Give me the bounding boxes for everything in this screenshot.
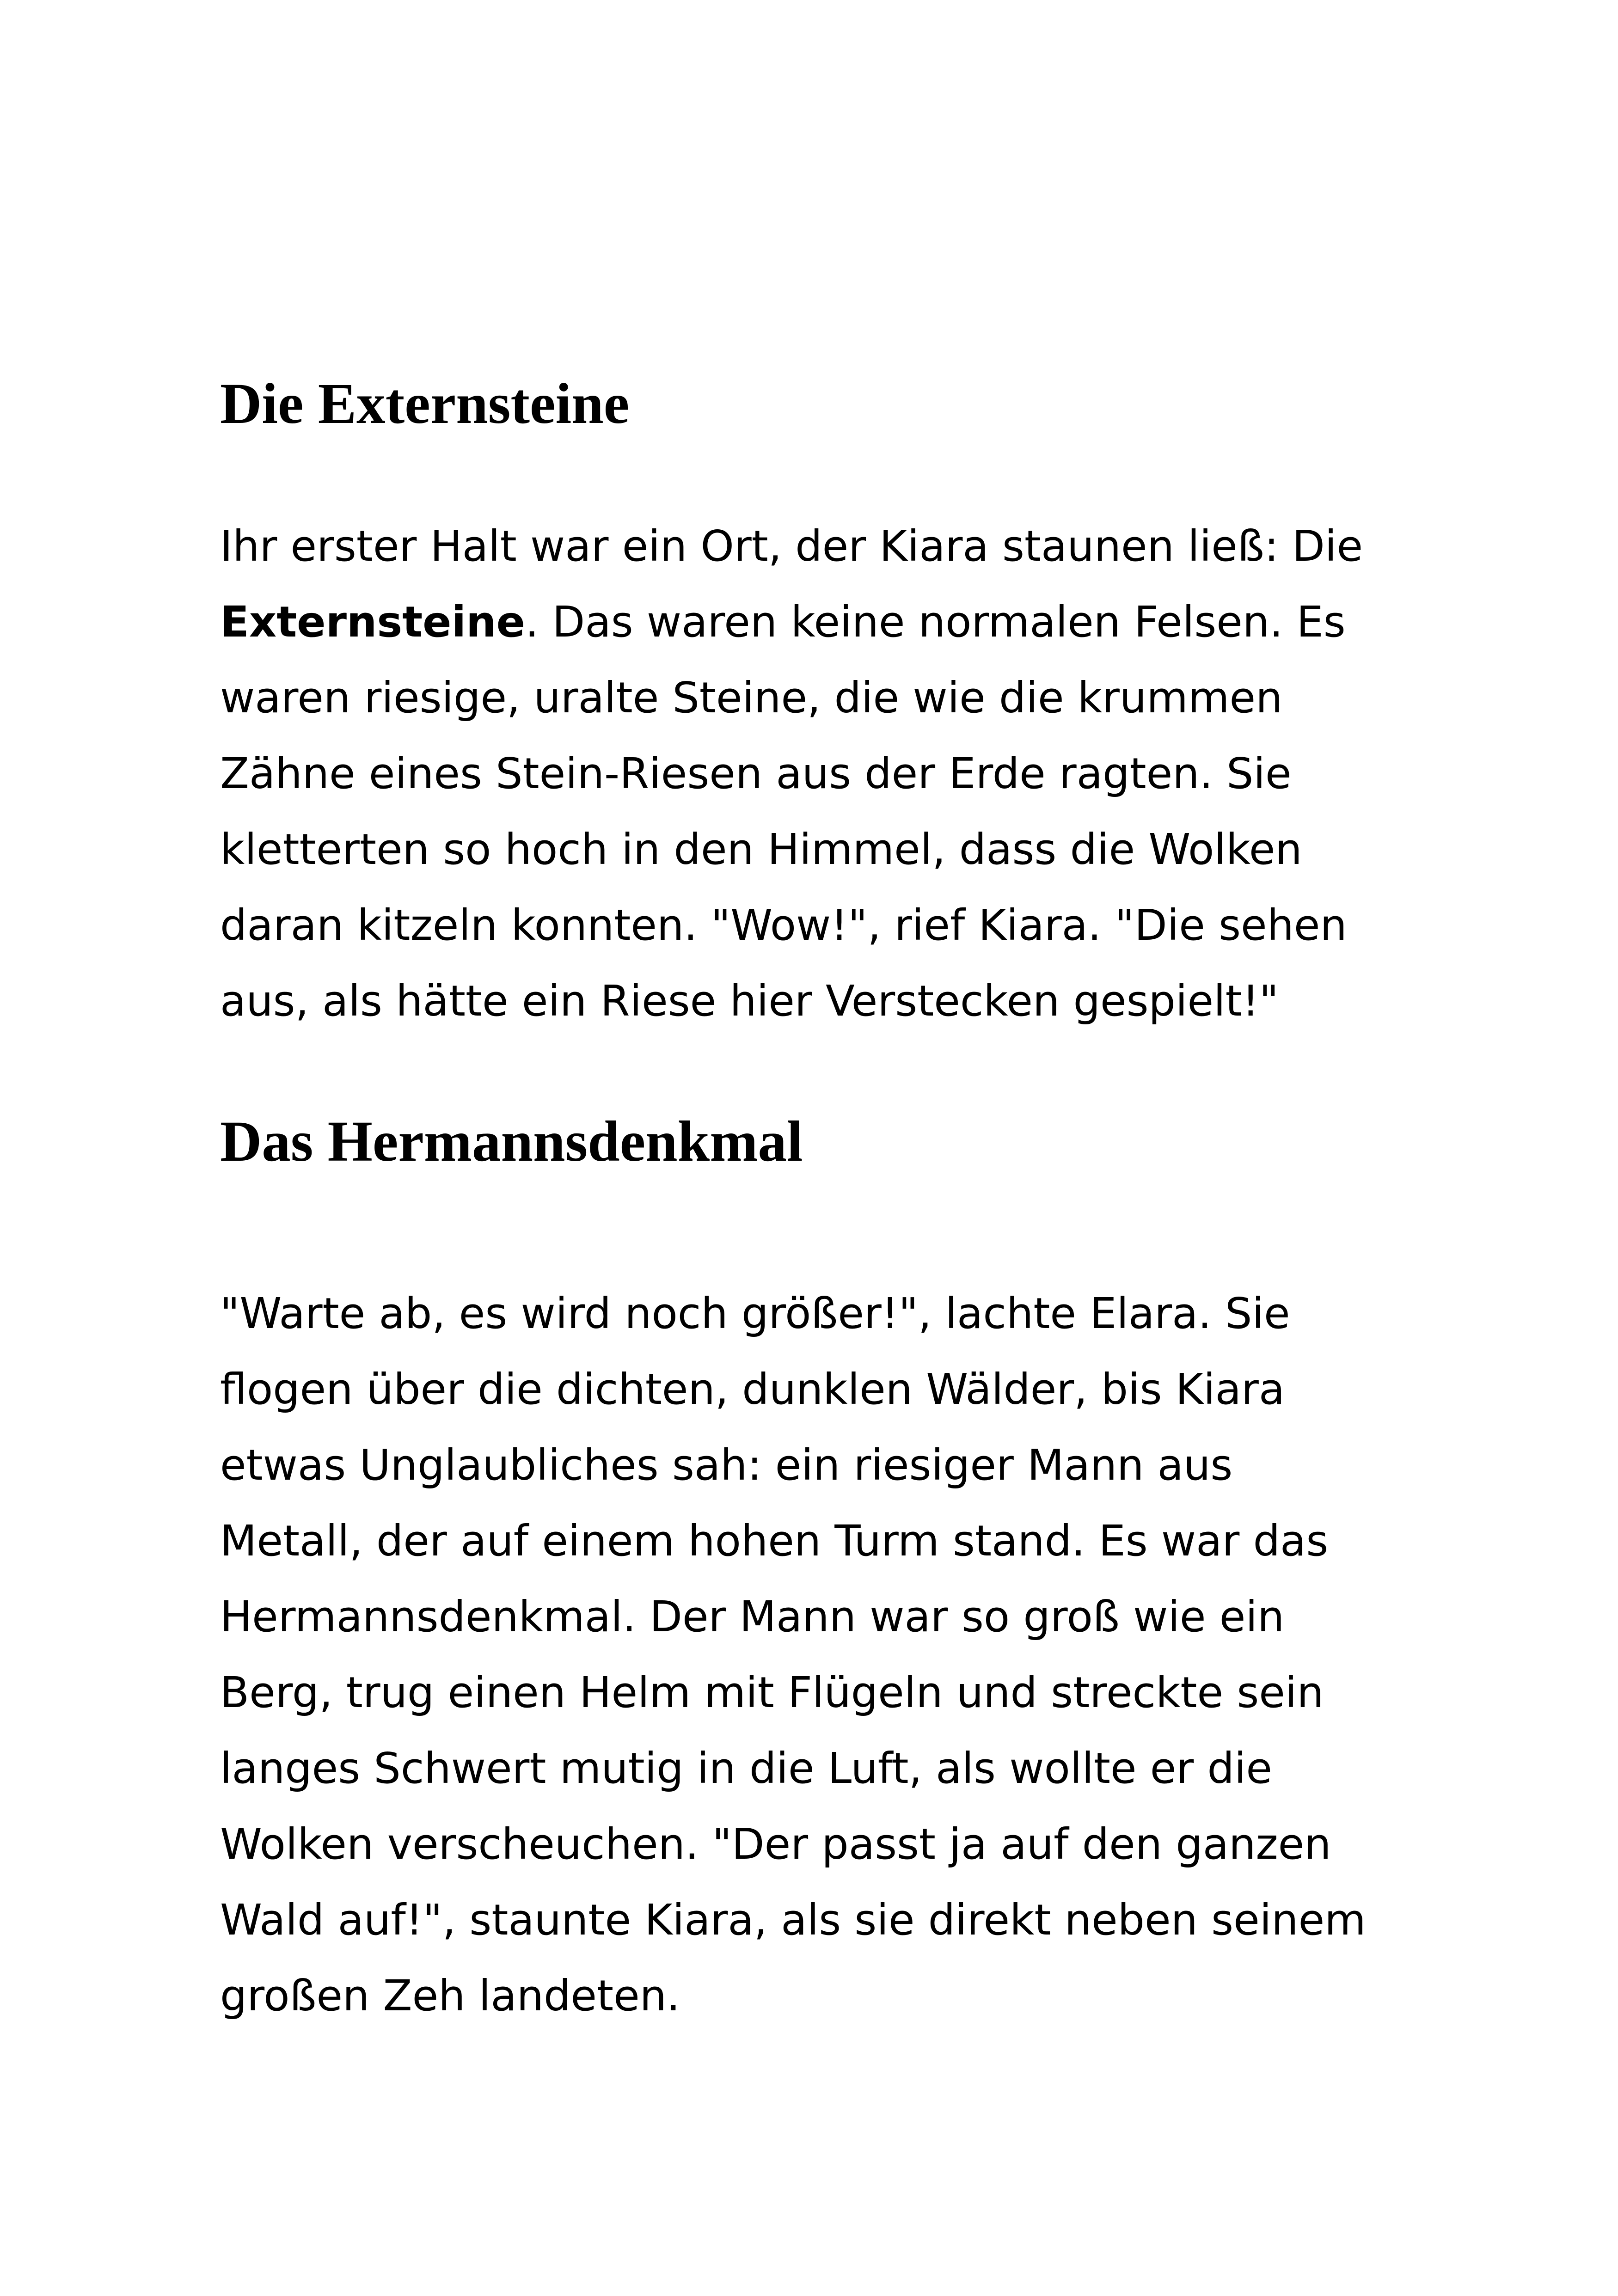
paragraph-line: aus, als hätte ein Riese hier Verstecken gespielt!" [220, 976, 1279, 1026]
section-paragraph-externsteine [220, 508, 1431, 1039]
paragraph-line: etwas Unglaubliches sah: ein riesiger Mann aus [220, 1440, 1233, 1490]
paragraph-line: "Warte ab, es wird noch größer!", lachte Elara. Sie [220, 1289, 1290, 1338]
paragraph-line: Metall, der auf einem hohen Turm stand. Es war das [220, 1516, 1329, 1566]
section-paragraph-hermannsdenkmal [220, 1276, 1431, 2034]
paragraph-line [220, 584, 1431, 660]
paragraph-line: Wald auf!", staunte Kiara, als sie direkt neben seinem [220, 1895, 1366, 1945]
paragraph-line-rest: . Das waren keine normalen Felsen. Es [525, 597, 1346, 647]
paragraph-line: kletterten so hoch in den Himmel, dass die Wolken [220, 825, 1302, 874]
paragraph-line: Zähne eines Stein-Riesen aus der Erde ragten. Sie [220, 749, 1292, 798]
paragraph-line: flogen über die dichten, dunklen Wälder, bis Kiara [220, 1365, 1285, 1414]
paragraph-line: Wolken verscheuchen. "Der passt ja auf den ganzen [220, 1819, 1331, 1869]
section-heading-hermannsdenkmal: Das Hermannsdenkmal [220, 1110, 803, 1174]
paragraph-line: großen Zeh landeten. [220, 1971, 680, 2020]
paragraph-line: daran kitzeln konnten. "Wow!", rief Kiara. "Die sehen [220, 900, 1347, 950]
paragraph-line: Hermannsdenkmal. Der Mann war so groß wie ein [220, 1592, 1285, 1641]
paragraph-line: Berg, trug einen Helm mit Flügeln und streckte sein [220, 1668, 1324, 1717]
emphasized-term: Externsteine [220, 597, 525, 647]
section-heading-externsteine: Die Externsteine [220, 372, 630, 436]
paragraph-line: waren riesige, uralte Steine, die wie die krummen [220, 673, 1283, 722]
paragraph-line: langes Schwert mutig in die Luft, als wollte er die [220, 1744, 1273, 1793]
paragraph-line: Ihr erster Halt war ein Ort, der Kiara staunen ließ: Die [220, 521, 1363, 571]
